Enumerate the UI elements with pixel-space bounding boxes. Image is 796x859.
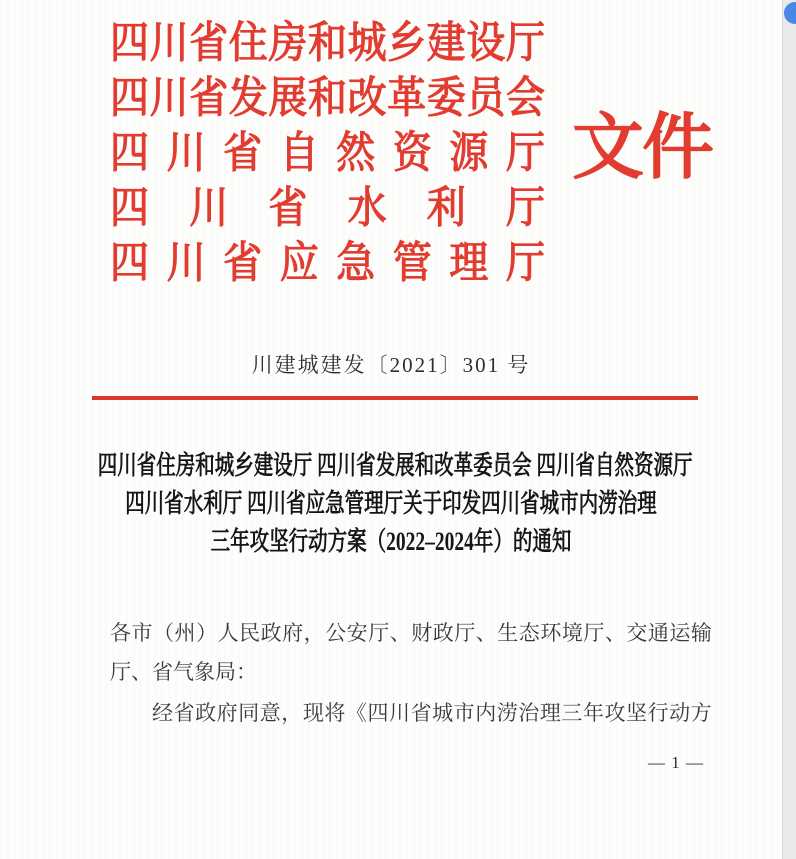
red-divider-line	[92, 396, 698, 400]
body-paragraph-line-1: 经 省 政 府 同 意 ， 现 将 《 四 川 省 城 市 内 涝 治 理 三 年 攻 坚 行 动 方	[152, 701, 712, 725]
document-type-label: 文件	[572, 108, 713, 188]
agency-name-housing-urban-rural: 四 川 省 住 房 和 城 乡 建 设 厅	[110, 19, 545, 68]
scrollbar-thumb[interactable]	[784, 2, 796, 24]
title-line-2: 四川省水利厅 四川省应急管理厅关于印发四川省城市内涝治理	[125, 489, 657, 518]
body-addressee-line-1: 各 市 （ 州 ） 人 民 政 府 ， 公 安 厅 、 财 政 厅 、 生 态 环 境 厅 、 交 通 运 输	[110, 621, 712, 645]
body-addressee-line-2: 厅、省气象局：	[110, 660, 257, 684]
title-line-1: 四川省住房和城乡建设厅 四川省发展和改革委员会 四川省自然资源厅	[97, 451, 693, 480]
scrollbar-track[interactable]	[782, 0, 796, 859]
agency-name-natural-resources: 四 川 省 自 然 资 源 厅	[110, 129, 545, 178]
page-number: — 1 —	[648, 753, 704, 772]
agency-name-water-resources: 四 川 省 水 利 厅	[110, 184, 545, 233]
document-body	[110, 612, 712, 732]
agency-name-development-reform: 四 川 省 发 展 和 改 革 委 员 会	[110, 74, 545, 123]
letterhead-agency-list	[110, 16, 545, 291]
title-line-3: 三年攻坚行动方案（2022–2024年）的通知	[210, 527, 572, 556]
document-reference-number: 川建城建发〔2021〕301 号	[251, 353, 531, 377]
document-title	[0, 447, 782, 561]
agency-name-emergency-management: 四 川 省 应 急 管 理 厅	[110, 239, 545, 288]
